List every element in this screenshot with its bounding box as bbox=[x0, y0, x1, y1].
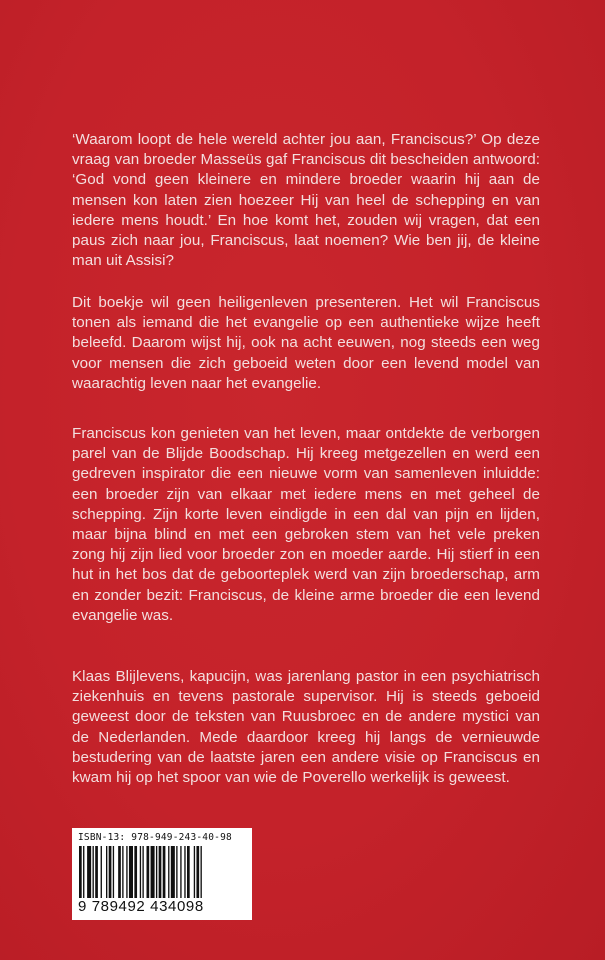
barcode-bar bbox=[134, 846, 137, 898]
barcode-bar bbox=[147, 846, 150, 898]
paragraph-text: ‘Waarom loopt de hele wereld achter jou aan, Franciscus?’ Op deze vraag van broeder Masseüs gaf Franciscus dit bescheiden antwoord: ‘God vond geen kleinere en mindere broeder waarin hij aan de mensen kon laten zien hoezeer Hij van heel de schepping en van iedere mens houdt.’ En hoe komt het, zouden wij vragen, dat een paus zich naar jou, Franciscus, laat noemen? Wie ben jij, de kleine man uit Assisi? bbox=[72, 131, 540, 270]
barcode-bar bbox=[184, 846, 185, 898]
barcode-bar bbox=[180, 846, 181, 898]
barcode-bar bbox=[101, 846, 102, 898]
barcode-bar bbox=[87, 846, 91, 898]
barcode-bar bbox=[118, 846, 121, 898]
author-bio bbox=[72, 667, 540, 788]
barcode-bar bbox=[126, 846, 127, 898]
barcode-bar bbox=[113, 846, 114, 898]
barcode-bar bbox=[129, 846, 133, 898]
barcode-bar bbox=[93, 846, 94, 898]
barcode-bar bbox=[163, 846, 166, 898]
barcode-digits: 9 789492 434098 bbox=[78, 898, 204, 915]
barcode-bar bbox=[196, 846, 199, 898]
barcode-bar bbox=[109, 846, 112, 898]
barcode-bar bbox=[171, 846, 175, 898]
barcode-bar bbox=[176, 846, 177, 898]
barcode-bar bbox=[79, 846, 82, 898]
barcode-bar bbox=[194, 846, 195, 898]
paragraph-text: Dit boekje wil geen heiligenleven presenteren. Het wil Franciscus tonen als iemand die het evangelie op een authentieke wijze heeft beleefd. Daarom wijst hij, ook na acht eeuwen, nog steeds een weg voor mensen die zich geboeid weten door een levend model van waarachtig leven naar het evangelie. bbox=[72, 294, 540, 392]
barcode-bar bbox=[122, 846, 123, 898]
barcode-bars bbox=[78, 846, 246, 898]
barcode-bar bbox=[168, 846, 169, 898]
blurb-paragraph-life bbox=[72, 424, 540, 626]
barcode-label bbox=[72, 828, 252, 920]
blurb-paragraph-intro bbox=[72, 293, 540, 394]
barcode-bar bbox=[201, 846, 202, 898]
barcode-bar bbox=[83, 846, 84, 898]
barcode-bar bbox=[159, 846, 162, 898]
barcode-bar bbox=[156, 846, 157, 898]
barcode-bar bbox=[151, 846, 155, 898]
isbn-text: ISBN-13: 978-949-243-40-98 bbox=[78, 832, 232, 843]
barcode-bar bbox=[142, 846, 143, 898]
barcode-bar bbox=[187, 846, 190, 898]
paragraph-text: Klaas Blijlevens, kapucijn, was jarenlang pastor in een psychiatrisch ziekenhuis en tevens pastorale supervisor. Hij is steeds geboeid geweest door de teksten van Ruusbroec en de andere mystici van de Nederlanden. Mede daardoor kreeg hij langs de vernieuwde bestudering van de laatste jaren een andere visie op Franciscus en kwam hij op het spoor van wie de Poverello werkelijk is geweest. bbox=[72, 668, 540, 787]
blurb-paragraph-quote bbox=[72, 130, 540, 271]
barcode-bar bbox=[95, 846, 98, 898]
paragraph-text: Franciscus kon genieten van het leven, maar ontdekte de verborgen parel van de Blijde Boodschap. Hij kreeg metgezellen en werd een gedreven inspirator die een nieuwe vorm van samenleven inluidde: een broeder zijn van elkaar met iedere mens en met geheel de schepping. Zijn korte leven eindigde in een dal van pijn en lijden, maar bijna blind en met een gebroken stem van het vele preken zong hij zijn lied voor broeder zon en moeder aarde. Hij stierf in een hut in het bos dat de geboorteplek werd van zijn broederschap, arm en zonder bezit: Franciscus, de kleine arme broeder die een levend evangelie was. bbox=[72, 425, 540, 624]
barcode-bar bbox=[106, 846, 107, 898]
barcode-bar bbox=[140, 846, 141, 898]
